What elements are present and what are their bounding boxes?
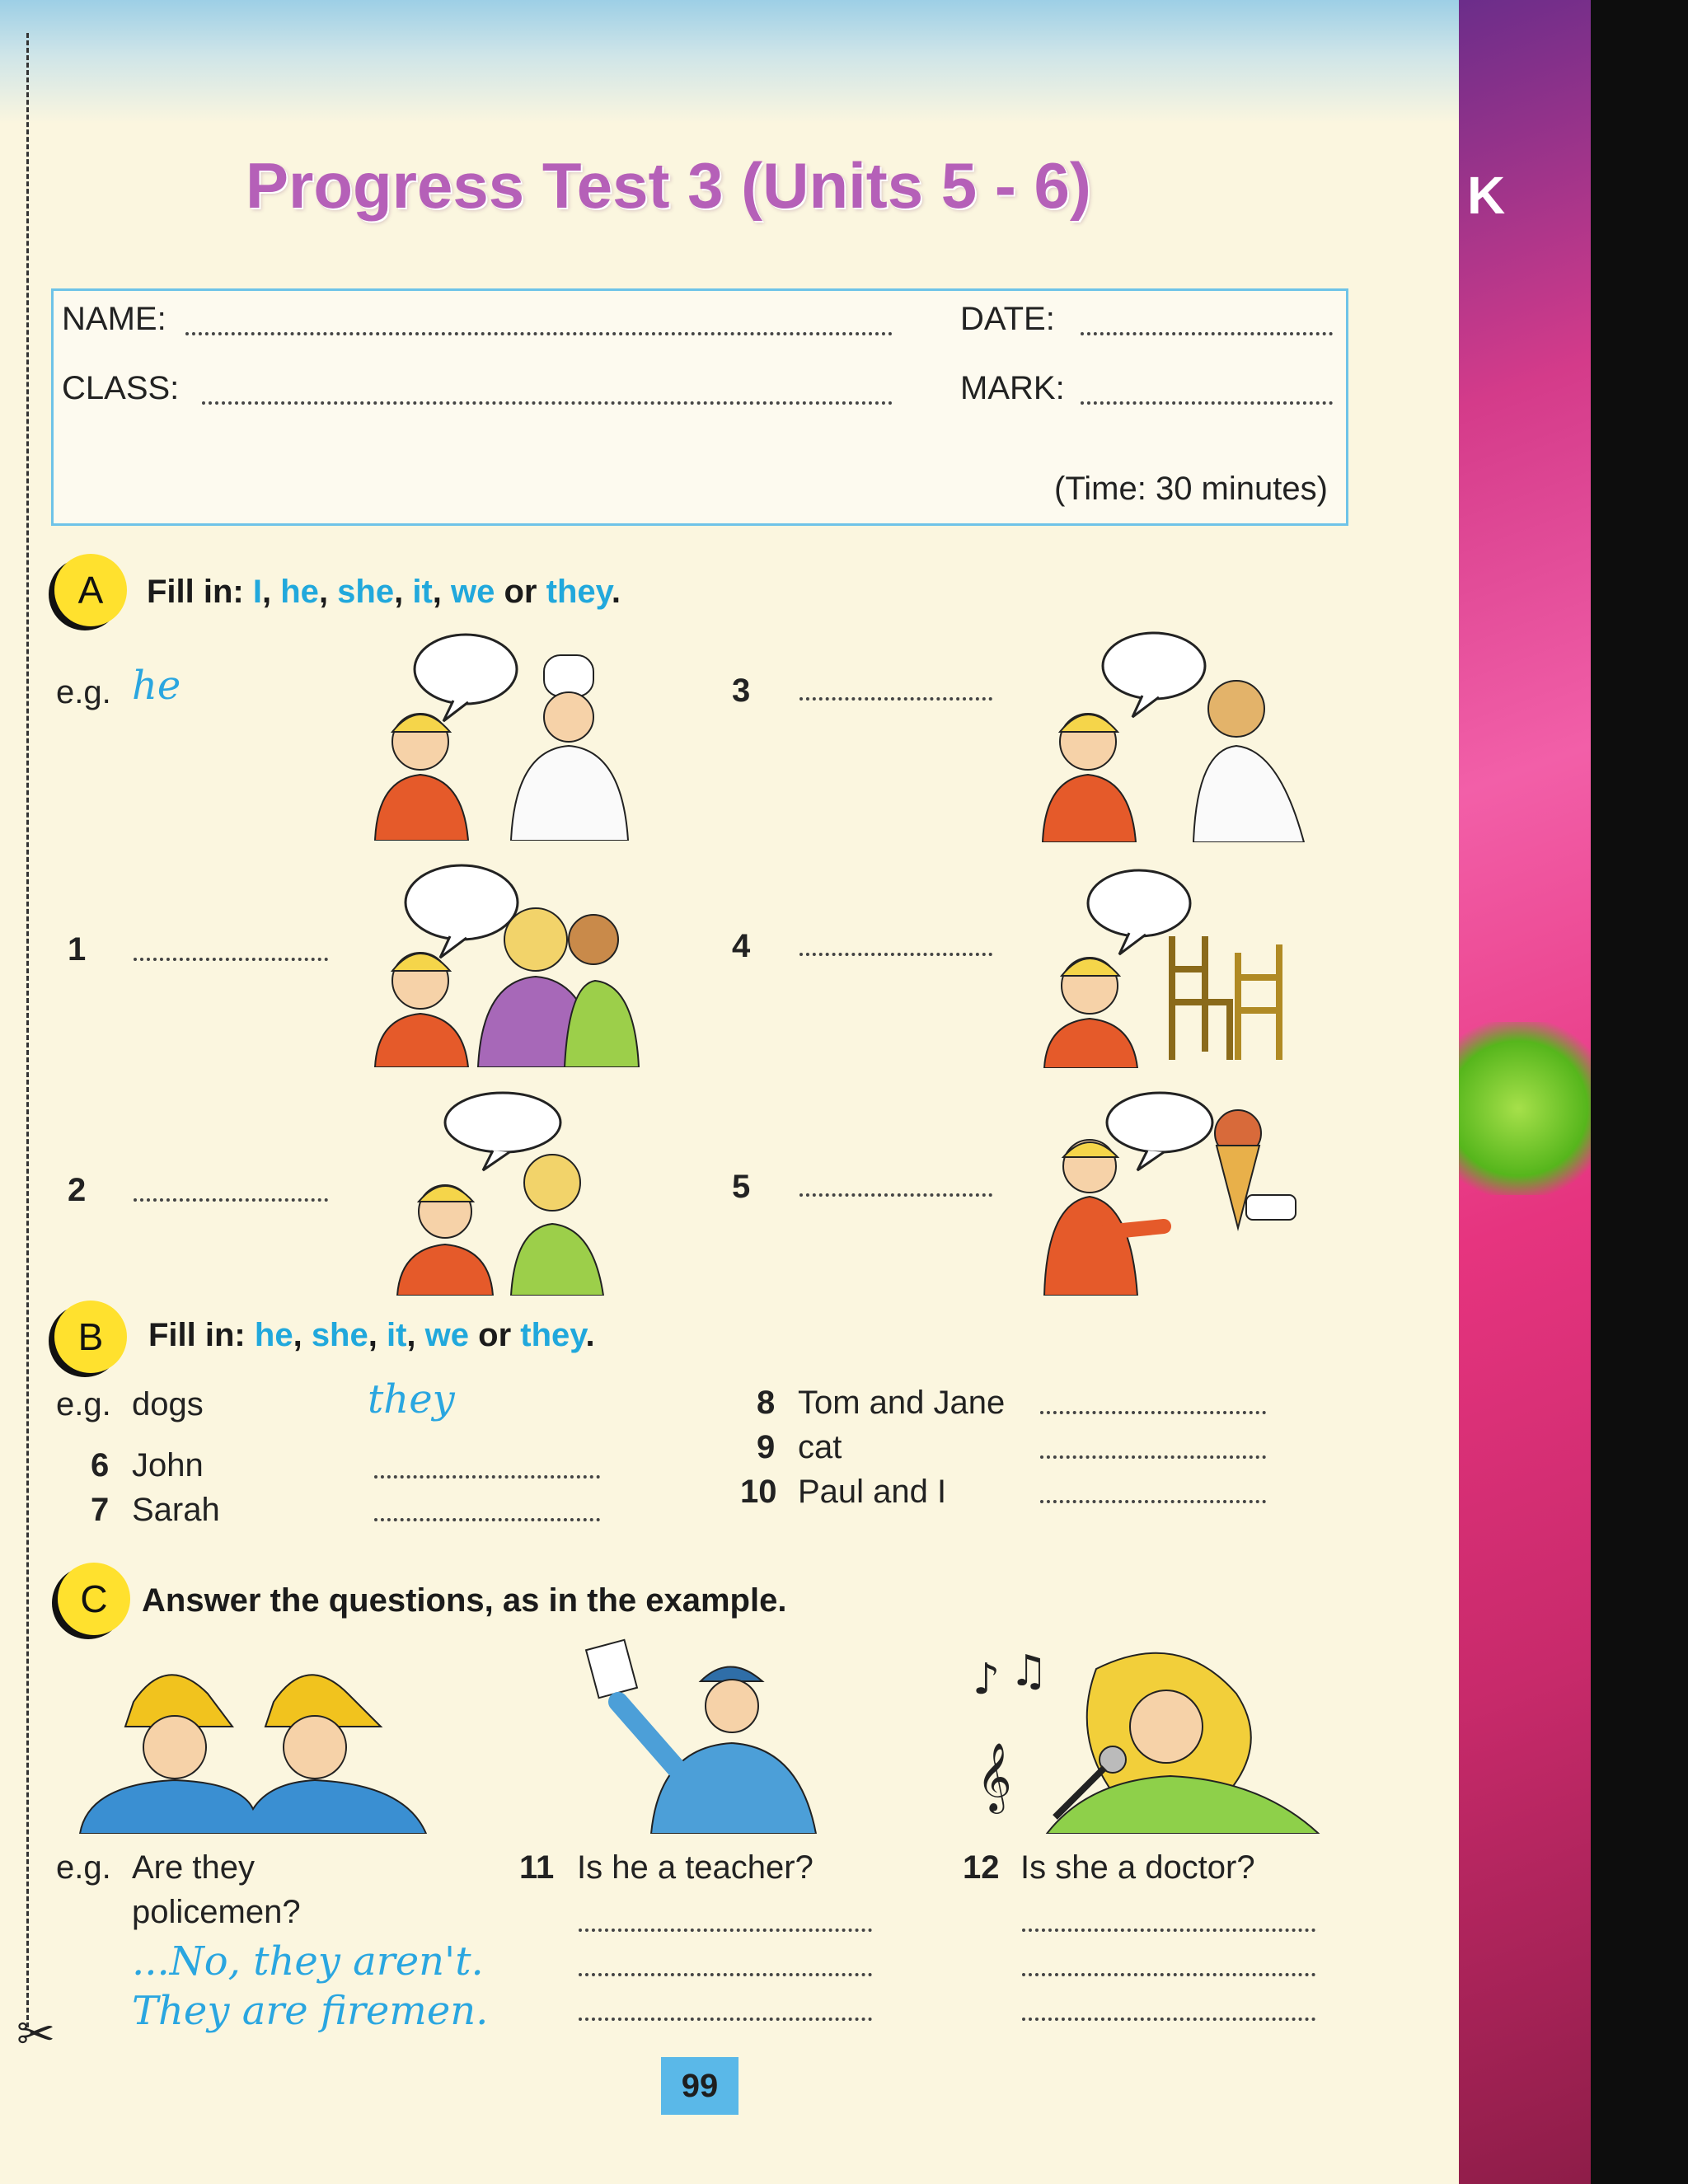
answer-field-12a[interactable] [1022, 1929, 1315, 1932]
example-answer-line1: ...No, they aren't. [132, 1938, 484, 1985]
section-c-letter: C [80, 1577, 108, 1620]
section-c-instruction: Answer the questions, as in the example. [142, 1582, 787, 1619]
answer-field-11a[interactable] [579, 1929, 872, 1932]
item-word: cat [798, 1429, 842, 1465]
date-field[interactable] [1081, 332, 1333, 335]
item-number: 1 [68, 931, 87, 968]
pronoun-it: it [386, 1317, 407, 1353]
answer-field-6[interactable] [374, 1475, 600, 1479]
item-word: Sarah [132, 1492, 220, 1528]
postman-picture [577, 1636, 824, 1834]
boy-and-chef-picture [371, 626, 635, 841]
pronoun-they: they [546, 574, 612, 610]
section-b-badge [54, 1301, 127, 1373]
answer-field-10[interactable] [1040, 1500, 1266, 1503]
pronoun-he: he [254, 1317, 293, 1353]
or-word: or [504, 574, 537, 610]
answer-field-11b[interactable] [579, 1973, 872, 1976]
firemen-picture [76, 1636, 430, 1834]
pronoun-he: he [280, 574, 319, 610]
example-label: e.g. [56, 1386, 111, 1422]
answer-field-9[interactable] [1040, 1455, 1266, 1459]
item-number: 10 [740, 1474, 777, 1510]
section-a-letter: A [77, 569, 104, 612]
item-word: Tom and Jane [798, 1385, 1006, 1421]
item-number: 8 [757, 1385, 776, 1421]
boy-and-chairs-picture [1040, 862, 1296, 1068]
item-number: 2 [68, 1172, 87, 1208]
answer-field-2[interactable] [134, 1198, 328, 1202]
section-c-badge [58, 1563, 130, 1635]
boy-and-doctor-picture [1039, 626, 1311, 842]
boy-and-girls-picture [371, 857, 643, 1067]
answer-field-11c[interactable] [579, 2018, 872, 2021]
item-number: 12 [963, 1849, 1000, 1886]
mark-field[interactable] [1081, 401, 1333, 405]
boy-and-girl-picture [387, 1088, 618, 1296]
pronoun-she: she [337, 574, 395, 610]
section-b-prefix: Fill in: [148, 1317, 246, 1353]
class-label: CLASS: [62, 370, 180, 406]
next-page-green-area [1459, 1022, 1607, 1195]
or-word: or [478, 1317, 512, 1353]
item-word: John [132, 1447, 204, 1483]
cut-line [26, 33, 29, 2027]
dark-background [1591, 0, 1688, 2184]
answer-field-5[interactable] [799, 1193, 992, 1197]
section-a-instruction: Fill in: I, he, she, it, we or they. [147, 574, 621, 610]
item-question: Is she a doctor? [1020, 1849, 1255, 1886]
pronoun-we: we [451, 574, 495, 610]
boy-and-ice-cream-picture [1040, 1088, 1312, 1296]
mark-label: MARK: [960, 370, 1065, 406]
pronoun-we: we [424, 1317, 470, 1353]
name-field[interactable] [185, 332, 893, 335]
item-number: 11 [519, 1849, 555, 1886]
example-answer-line2: They are firemen. [132, 1988, 489, 2034]
answer-field-4[interactable] [799, 953, 992, 956]
answer-field-8[interactable] [1040, 1411, 1266, 1414]
example-answer: they [368, 1376, 455, 1422]
svg-text:♪: ♪ [973, 1655, 1001, 1704]
pronoun-i: I [252, 574, 263, 610]
example-question-line1: Are they [132, 1849, 255, 1886]
item-question: Is he a teacher? [577, 1849, 814, 1886]
section-a-prefix: Fill in: [147, 574, 244, 610]
pronoun-she: she [311, 1317, 368, 1353]
item-number: 3 [732, 673, 751, 709]
name-label: NAME: [62, 301, 166, 337]
answer-field-7[interactable] [374, 1518, 600, 1521]
svg-text:♫: ♫ [1010, 1647, 1048, 1696]
item-word: Paul and I [798, 1474, 947, 1510]
header-gradient [0, 0, 1459, 124]
answer-field-12c[interactable] [1022, 2018, 1315, 2021]
section-a-badge [54, 554, 127, 626]
example-label: e.g. [56, 674, 111, 710]
example-word: dogs [132, 1386, 204, 1422]
class-field[interactable] [202, 401, 893, 405]
answer-field-3[interactable] [799, 697, 992, 701]
section-b-instruction: Fill in: he, she, it, we or they. [148, 1317, 595, 1353]
svg-text:𝄞: 𝄞 [977, 1741, 1012, 1811]
item-number: 5 [732, 1169, 751, 1205]
pronoun-it: it [412, 574, 433, 610]
item-number: 6 [91, 1447, 110, 1483]
singer-picture [964, 1636, 1327, 1834]
date-label: DATE: [960, 301, 1055, 337]
item-number: 4 [732, 928, 751, 964]
student-info-box [51, 288, 1348, 526]
item-number: 7 [91, 1492, 110, 1528]
page-number: 99 [661, 2057, 738, 2115]
page-title: Progress Test 3 (Units 5 - 6) [246, 149, 1091, 222]
pronoun-they: they [520, 1317, 586, 1353]
time-limit: (Time: 30 minutes) [1054, 471, 1328, 507]
section-b-letter: B [77, 1315, 104, 1358]
scissors-icon: ✂ [16, 2008, 55, 2060]
example-answer: he [132, 663, 181, 709]
example-question-line2: policemen? [132, 1894, 301, 1930]
example-label: e.g. [56, 1849, 111, 1886]
edge-letter: K [1467, 166, 1506, 225]
answer-field-1[interactable] [134, 958, 328, 961]
answer-field-12b[interactable] [1022, 1973, 1315, 1976]
item-number: 9 [757, 1429, 776, 1465]
